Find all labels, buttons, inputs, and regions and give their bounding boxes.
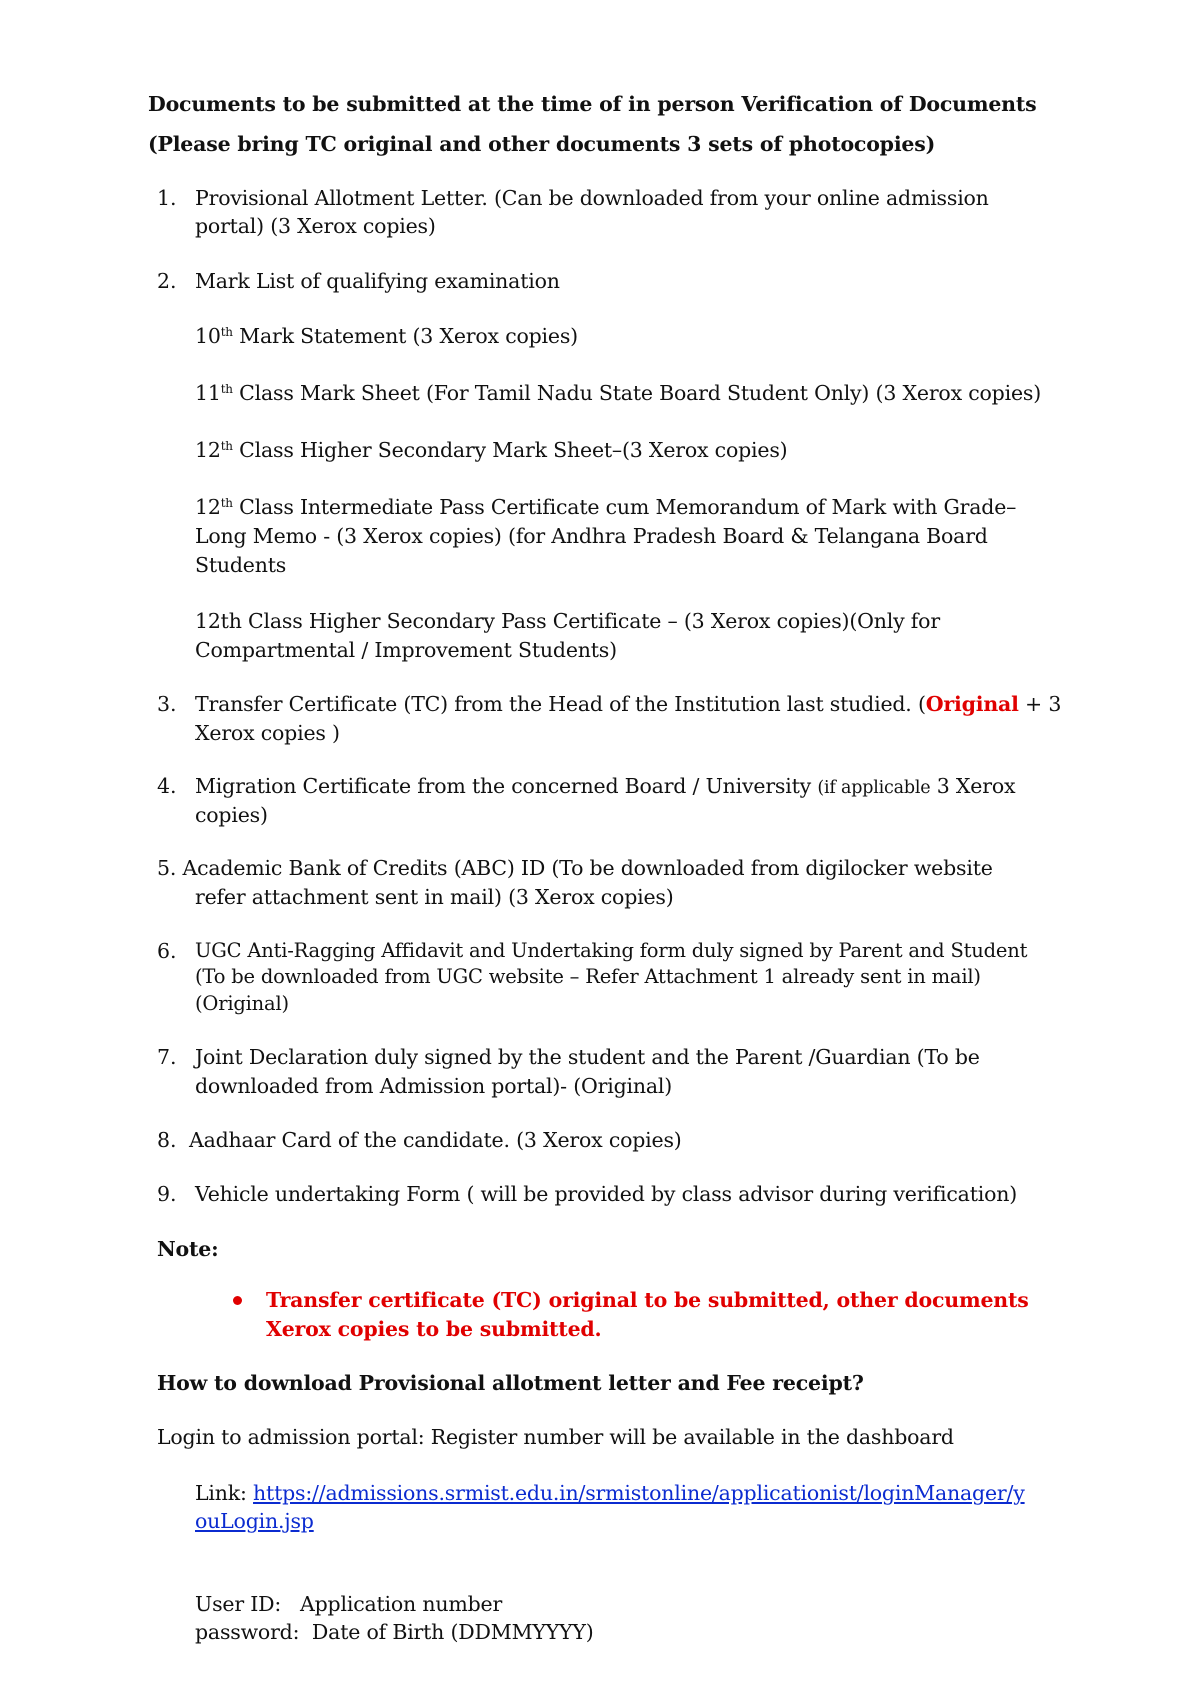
- sub-item-12th-intermediate-cont2: Students: [195, 553, 287, 577]
- item-7-text-cont: downloaded from Admission portal)- (Original): [195, 1074, 673, 1098]
- note-text-cont: Xerox copies to be submitted.: [266, 1317, 602, 1341]
- item-4-number: 4.: [157, 774, 177, 798]
- sub-item-12th-intermediate: 12th Class Intermediate Pass Certificate cum Memorandum of Mark with Grade–: [195, 495, 1017, 519]
- bullet-icon: [233, 1296, 242, 1305]
- item-4-text: Migration Certificate from the concerned Board / University (if applicable 3 Xerox: [195, 774, 1016, 798]
- admission-portal-link[interactable]: https://admissions.srmist.edu.in/srmistonline/applicationist/loginManager/y: [253, 1481, 1025, 1505]
- original-highlight: Original: [925, 692, 1019, 716]
- item-1-number: 1.: [157, 186, 177, 210]
- item-9-number: 9.: [157, 1182, 177, 1206]
- sub-item-10th: 10th Mark Statement (3 Xerox copies): [195, 324, 578, 348]
- portal-link-line: [195, 1479, 1025, 1507]
- sub-item-12th-pass-certificate: 12th Class Higher Secondary Pass Certificate – (3 Xerox copies)(Only for: [195, 609, 940, 633]
- item-7-text: Joint Declaration duly signed by the student and the Parent /Guardian (To be: [195, 1045, 980, 1069]
- item-2-number: 2.: [157, 269, 177, 293]
- item-3-number: 3.: [157, 692, 177, 716]
- item-8-number: 8.: [157, 1128, 177, 1152]
- sub-item-12th-mark-sheet: 12th Class Higher Secondary Mark Sheet–(3 Xerox copies): [195, 438, 788, 462]
- item-6-text-cont2: (Original): [195, 992, 289, 1015]
- item-3-text: Transfer Certificate (TC) from the Head of the Institution last studied. (Original + 3: [195, 692, 1062, 716]
- item-6-number: 6.: [157, 939, 177, 963]
- item-9-text: Vehicle undertaking Form ( will be provided by class advisor during verification): [195, 1182, 1018, 1206]
- link-label: Link:: [195, 1481, 254, 1505]
- item-2-text: Mark List of qualifying examination: [195, 269, 560, 293]
- password-line: password: Date of Birth (DDMMYYYY): [195, 1620, 594, 1644]
- item-1-text-cont: portal) (3 Xerox copies): [195, 214, 436, 238]
- sub-item-12th-pass-certificate-cont: Compartmental / Improvement Students): [195, 638, 617, 662]
- portal-link-line-cont: [195, 1507, 314, 1535]
- item-1-text: Provisional Allotment Letter. (Can be downloaded from your online admission: [195, 186, 989, 210]
- item-6-text-cont: (To be downloaded from UGC website – Refer Attachment 1 already sent in mail): [195, 965, 981, 988]
- item-5-number: 5.: [157, 856, 177, 880]
- user-id-line: User ID: Application number: [195, 1592, 503, 1616]
- sub-item-11th: 11th Class Mark Sheet (For Tamil Nadu State Board Student Only) (3 Xerox copies): [195, 381, 1041, 405]
- item-7-number: 7.: [157, 1045, 177, 1069]
- document-title: Documents to be submitted at the time of in person Verification of Documents: [148, 92, 1037, 116]
- item-5-text-cont: refer attachment sent in mail) (3 Xerox copies): [195, 885, 674, 909]
- item-5-text: 5. Academic Bank of Credits (ABC) ID (To be downloaded from digilocker website: [157, 856, 993, 880]
- item-3-text-cont: Xerox copies ): [195, 721, 340, 745]
- item-4-text-cont: copies): [195, 803, 268, 827]
- note-text: Transfer certificate (TC) original to be submitted, other documents: [266, 1288, 1029, 1312]
- sub-item-12th-intermediate-cont: Long Memo - (3 Xerox copies) (for Andhra Pradesh Board & Telangana Board: [195, 524, 988, 548]
- howto-title: How to download Provisional allotment letter and Fee receipt?: [157, 1371, 864, 1395]
- note-label: Note:: [157, 1237, 219, 1261]
- item-8-text: Aadhaar Card of the candidate. (3 Xerox copies): [189, 1128, 682, 1152]
- admission-portal-link-cont[interactable]: ouLogin.jsp: [195, 1509, 314, 1533]
- login-instructions: Login to admission portal: Register number will be available in the dashboard: [157, 1425, 954, 1449]
- item-6-text: UGC Anti-Ragging Affidavit and Undertaking form duly signed by Parent and Student: [195, 939, 1028, 962]
- document-subtitle: (Please bring TC original and other documents 3 sets of photocopies): [148, 132, 936, 156]
